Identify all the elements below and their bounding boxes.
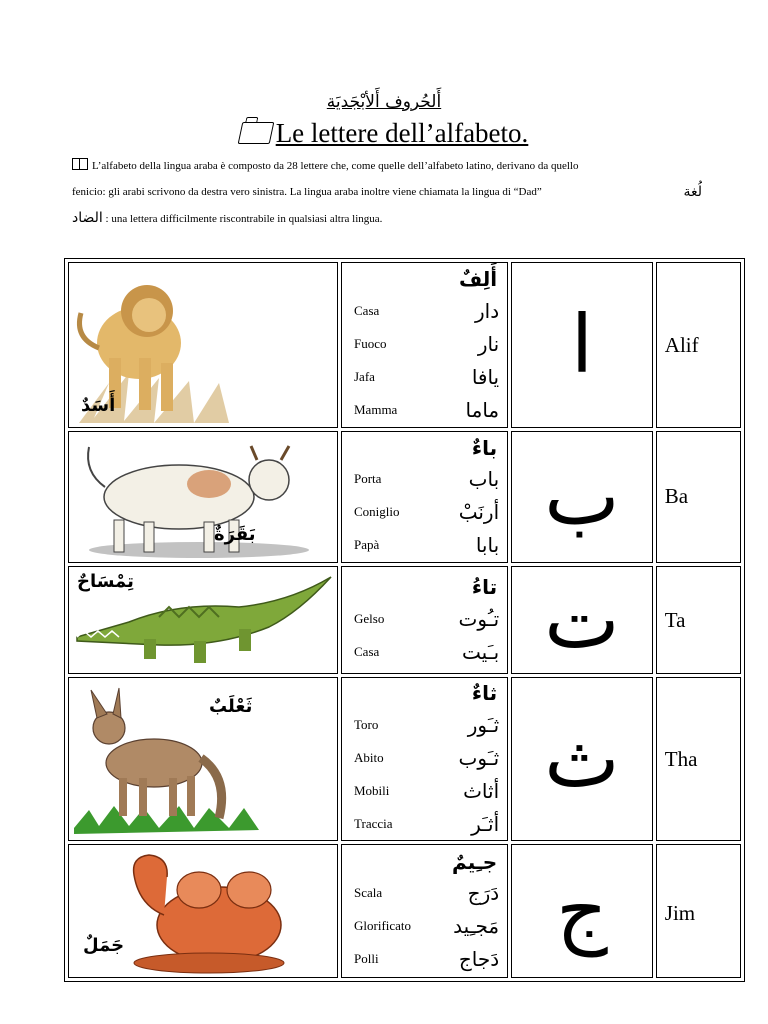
italian-word: Casa — [354, 643, 380, 659]
list-item — [342, 910, 507, 943]
list-item — [342, 807, 507, 840]
arabic-word: ثـَور — [467, 712, 500, 737]
intro-line-3: : una lettera difficilmente riscontrabile in qualsiasi altra lingua. — [105, 213, 383, 225]
table-row — [68, 431, 741, 563]
cow-illustration — [69, 432, 337, 562]
intro-line-1: L’alfabeto della lingua araba è composto da 28 lettere che, come quelle dell’alfabeto latino, derivano da quello — [92, 160, 579, 172]
italian-word: Coniglio — [354, 504, 400, 519]
picture-caption: جَمَلٌ — [83, 935, 125, 956]
list-item — [342, 943, 507, 976]
arabic-word: دَرَج — [467, 881, 500, 905]
words-cell — [341, 431, 508, 563]
letter-glyph: ث — [511, 677, 653, 841]
picture-caption: بَقَرَةٌ — [214, 524, 256, 545]
letter-glyph: ج — [511, 844, 653, 978]
arabic-word: نار — [477, 331, 500, 356]
letter-glyph: ا — [511, 262, 653, 428]
picture-cell — [68, 844, 338, 978]
italian-word: Mamma — [354, 401, 398, 417]
words-cell — [341, 677, 508, 841]
arabic-word: باب — [468, 467, 500, 491]
page-title — [0, 118, 768, 149]
letter-glyph: ت — [511, 566, 653, 674]
fox-illustration — [69, 678, 337, 840]
italian-word: Mobili — [354, 782, 390, 798]
list-item — [342, 294, 507, 327]
list-item — [342, 360, 507, 393]
camel-illustration — [69, 845, 337, 977]
intro-line-2: fenicio: gli arabi scrivono da destra vero sinistra. La lingua araba inoltre viene chiamata la lingua di “Dad” — [72, 186, 542, 198]
words-cell — [341, 262, 508, 428]
italian-word: Toro — [354, 716, 379, 732]
arabic-word: دار — [475, 298, 500, 323]
arabic-word: مَجـِيد — [453, 914, 500, 938]
list-item — [342, 327, 507, 360]
arabic-word: دَجاج — [458, 947, 500, 971]
italian-word: Jafa — [354, 368, 375, 384]
table-row — [68, 677, 741, 841]
arabic-word: ماما — [465, 397, 500, 422]
arabic-word: بـَيت — [462, 639, 500, 664]
picture-caption: تِمْسَاحٌ — [77, 571, 134, 592]
list-item — [342, 877, 507, 910]
letter-name: تاءُ — [471, 575, 498, 599]
picture-caption: ثَعْلَبٌ — [209, 696, 253, 717]
list-item — [342, 463, 507, 496]
italian-word: Scala — [354, 885, 383, 900]
letter-transliteration: Ta — [656, 566, 741, 674]
words-cell — [341, 844, 508, 978]
letter-name: جـِيمٌ — [452, 849, 498, 874]
arabic-word: أثاث — [463, 778, 500, 803]
italian-word: Casa — [354, 302, 380, 318]
arabic-word: أرنَبْ — [458, 500, 500, 524]
letter-name: ثاءٌ — [471, 681, 498, 705]
italian-word: Gelso — [354, 610, 385, 626]
italian-word: Papà — [354, 537, 380, 552]
table-row — [68, 566, 741, 674]
letter-name: باءٌ — [471, 435, 498, 460]
italian-word: Porta — [354, 471, 382, 486]
list-item — [342, 393, 507, 426]
picture-cell — [68, 431, 338, 563]
folder-icon — [237, 122, 274, 144]
letter-transliteration: Alif — [656, 262, 741, 428]
arabic-title: أَلحُروف أَلأبْجَديَة — [326, 92, 442, 112]
picture-cell — [68, 677, 338, 841]
list-item — [342, 602, 507, 635]
list-item — [342, 635, 507, 668]
arabic-word: أثـَر — [471, 811, 500, 836]
book-icon — [72, 158, 88, 170]
letter-glyph: ب — [511, 431, 653, 563]
letter-transliteration: Tha — [656, 677, 741, 841]
list-item — [342, 774, 507, 807]
table-row — [68, 262, 741, 428]
list-item — [342, 496, 507, 529]
page-title-text: Le lettere dell’alfabeto. — [275, 118, 529, 148]
italian-word: Abito — [354, 749, 384, 765]
picture-cell — [68, 566, 338, 674]
picture-caption: أَسَدٌ — [81, 395, 116, 416]
arabic-word: بابا — [475, 533, 500, 557]
letters-table — [64, 258, 745, 982]
letter-transliteration: Jim — [656, 844, 741, 978]
intro-arabic-word-2: الضاد — [72, 210, 103, 226]
words-cell — [341, 566, 508, 674]
list-item — [342, 741, 507, 774]
italian-word: Glorificato — [354, 918, 412, 933]
list-item — [342, 708, 507, 741]
italian-word: Fuoco — [354, 335, 387, 351]
arabic-word: تـُوت — [458, 606, 500, 631]
arabic-word: ثـَوب — [458, 745, 500, 770]
intro-arabic-word-1: لُغة — [683, 184, 702, 200]
list-item — [342, 529, 507, 562]
letter-name: أَلِفٌ — [458, 267, 498, 291]
picture-cell — [68, 262, 338, 428]
italian-word: Polli — [354, 951, 379, 966]
intro-paragraph — [72, 153, 702, 232]
table-row — [68, 844, 741, 978]
italian-word: Traccia — [354, 815, 393, 831]
arabic-word: يافا — [471, 364, 500, 389]
letter-transliteration: Ba — [656, 431, 741, 563]
